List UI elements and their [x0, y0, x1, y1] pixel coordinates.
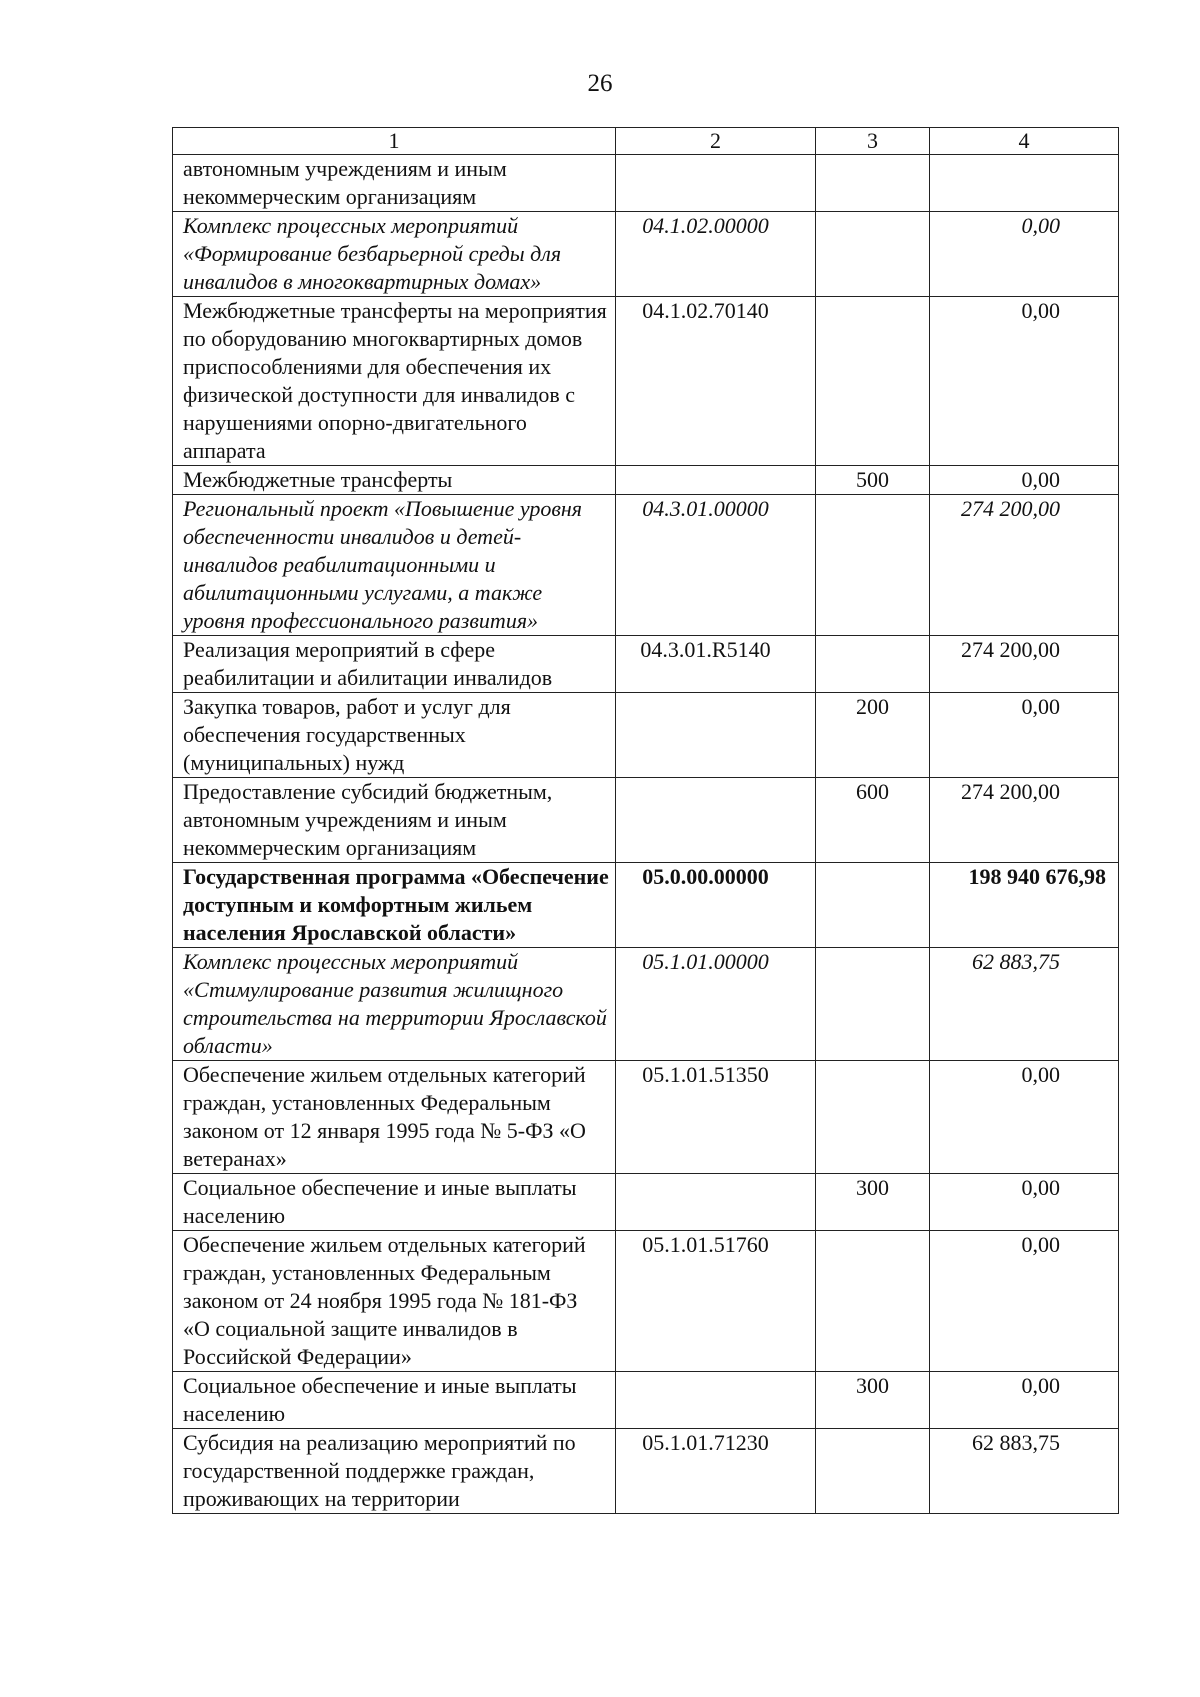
row-amount: 62 883,75: [930, 1429, 1119, 1514]
table-row: [173, 693, 1119, 778]
row-code: 04.3.01.R5140: [616, 636, 816, 693]
row-name: Региональный проект «Повышение уровня обеспеченности инвалидов и детей-инвалидов реабилитационными и абилитационными услугами, а также уровня профессионального развития»: [173, 495, 616, 636]
table-row: [173, 1231, 1119, 1372]
header-col-1: 1: [173, 128, 616, 155]
table-row: [173, 495, 1119, 636]
row-code: 05.1.01.51350: [616, 1061, 816, 1174]
row-amount: 0,00: [930, 693, 1119, 778]
row-code: [616, 1372, 816, 1429]
table-row: [173, 1061, 1119, 1174]
row-amount: 274 200,00: [930, 495, 1119, 636]
row-name: Межбюджетные трансферты: [173, 466, 616, 495]
row-code: 04.1.02.00000: [616, 212, 816, 297]
row-type: [816, 863, 930, 948]
row-code: 05.0.00.00000: [616, 863, 816, 948]
row-amount: 0,00: [930, 1231, 1119, 1372]
row-amount: 274 200,00: [930, 636, 1119, 693]
table-row: [173, 778, 1119, 863]
row-name: Социальное обеспечение и иные выплаты населению: [173, 1372, 616, 1429]
row-amount: [930, 155, 1119, 212]
row-code: 04.3.01.00000: [616, 495, 816, 636]
table-body: [173, 155, 1119, 1514]
row-code: [616, 466, 816, 495]
row-name: Предоставление субсидий бюджетным, автономным учреждениям и иным некоммерческим организациям: [173, 778, 616, 863]
row-code: [616, 1174, 816, 1231]
row-type: [816, 495, 930, 636]
row-amount: 0,00: [930, 297, 1119, 466]
row-amount: 0,00: [930, 1061, 1119, 1174]
table-row: [173, 212, 1119, 297]
row-type: [816, 948, 930, 1061]
row-name: автономным учреждениям и иным некоммерческим организациям: [173, 155, 616, 212]
row-type: 200: [816, 693, 930, 778]
row-name: Закупка товаров, работ и услуг для обеспечения государственных (муниципальных) нужд: [173, 693, 616, 778]
budget-table: [172, 127, 1119, 1514]
row-amount: 0,00: [930, 212, 1119, 297]
row-name: Комплекс процессных мероприятий «Стимулирование развития жилищного строительства на территории Ярославской области»: [173, 948, 616, 1061]
row-type: 600: [816, 778, 930, 863]
table-row: [173, 1372, 1119, 1429]
table-row: [173, 1429, 1119, 1514]
row-name: Реализация мероприятий в сфере реабилитации и абилитации инвалидов: [173, 636, 616, 693]
row-type: 500: [816, 466, 930, 495]
row-code: 05.1.01.71230: [616, 1429, 816, 1514]
row-code: [616, 778, 816, 863]
table-row: [173, 948, 1119, 1061]
row-type: 300: [816, 1174, 930, 1231]
row-code: 05.1.01.51760: [616, 1231, 816, 1372]
row-amount: 62 883,75: [930, 948, 1119, 1061]
row-amount: 0,00: [930, 466, 1119, 495]
table-row: [173, 466, 1119, 495]
row-name: Субсидия на реализацию мероприятий по государственной поддержке граждан, проживающих на территории: [173, 1429, 616, 1514]
table-row: [173, 1174, 1119, 1231]
row-name: Межбюджетные трансферты на мероприятия по оборудованию многоквартирных домов приспособлениями для обеспечения их физической доступности для инвалидов с нарушениями опорно-двигательного аппарата: [173, 297, 616, 466]
row-amount: 0,00: [930, 1174, 1119, 1231]
table-row: [173, 636, 1119, 693]
row-name: Обеспечение жильем отдельных категорий граждан, установленных Федеральным законом от 12 января 1995 года № 5-ФЗ «О ветеранах»: [173, 1061, 616, 1174]
row-code: 04.1.02.70140: [616, 297, 816, 466]
row-type: [816, 212, 930, 297]
row-type: [816, 1231, 930, 1372]
row-code: 05.1.01.00000: [616, 948, 816, 1061]
row-type: 300: [816, 1372, 930, 1429]
row-type: [816, 1429, 930, 1514]
table-row: [173, 297, 1119, 466]
row-code: [616, 155, 816, 212]
row-type: [816, 155, 930, 212]
header-col-4: 4: [930, 128, 1119, 155]
table-row: [173, 863, 1119, 948]
row-code: [616, 693, 816, 778]
row-name: Обеспечение жильем отдельных категорий граждан, установленных Федеральным законом от 24 ноября 1995 года № 181-ФЗ «О социальной защите инвалидов в Российской Федерации»: [173, 1231, 616, 1372]
row-amount: 0,00: [930, 1372, 1119, 1429]
row-type: [816, 1061, 930, 1174]
header-col-2: 2: [616, 128, 816, 155]
row-type: [816, 636, 930, 693]
row-amount: 198 940 676,98: [930, 863, 1119, 948]
header-col-3: 3: [816, 128, 930, 155]
header-row: [173, 128, 1119, 155]
row-name: Социальное обеспечение и иные выплаты населению: [173, 1174, 616, 1231]
row-amount: 274 200,00: [930, 778, 1119, 863]
row-type: [816, 297, 930, 466]
table-header: [173, 128, 1119, 155]
page-number: 26: [587, 70, 613, 97]
row-name: Комплекс процессных мероприятий «Формирование безбарьерной среды для инвалидов в многоквартирных домах»: [173, 212, 616, 297]
table-row: [173, 155, 1119, 212]
row-name: Государственная программа «Обеспечение доступным и комфортным жильем населения Ярославской области»: [173, 863, 616, 948]
